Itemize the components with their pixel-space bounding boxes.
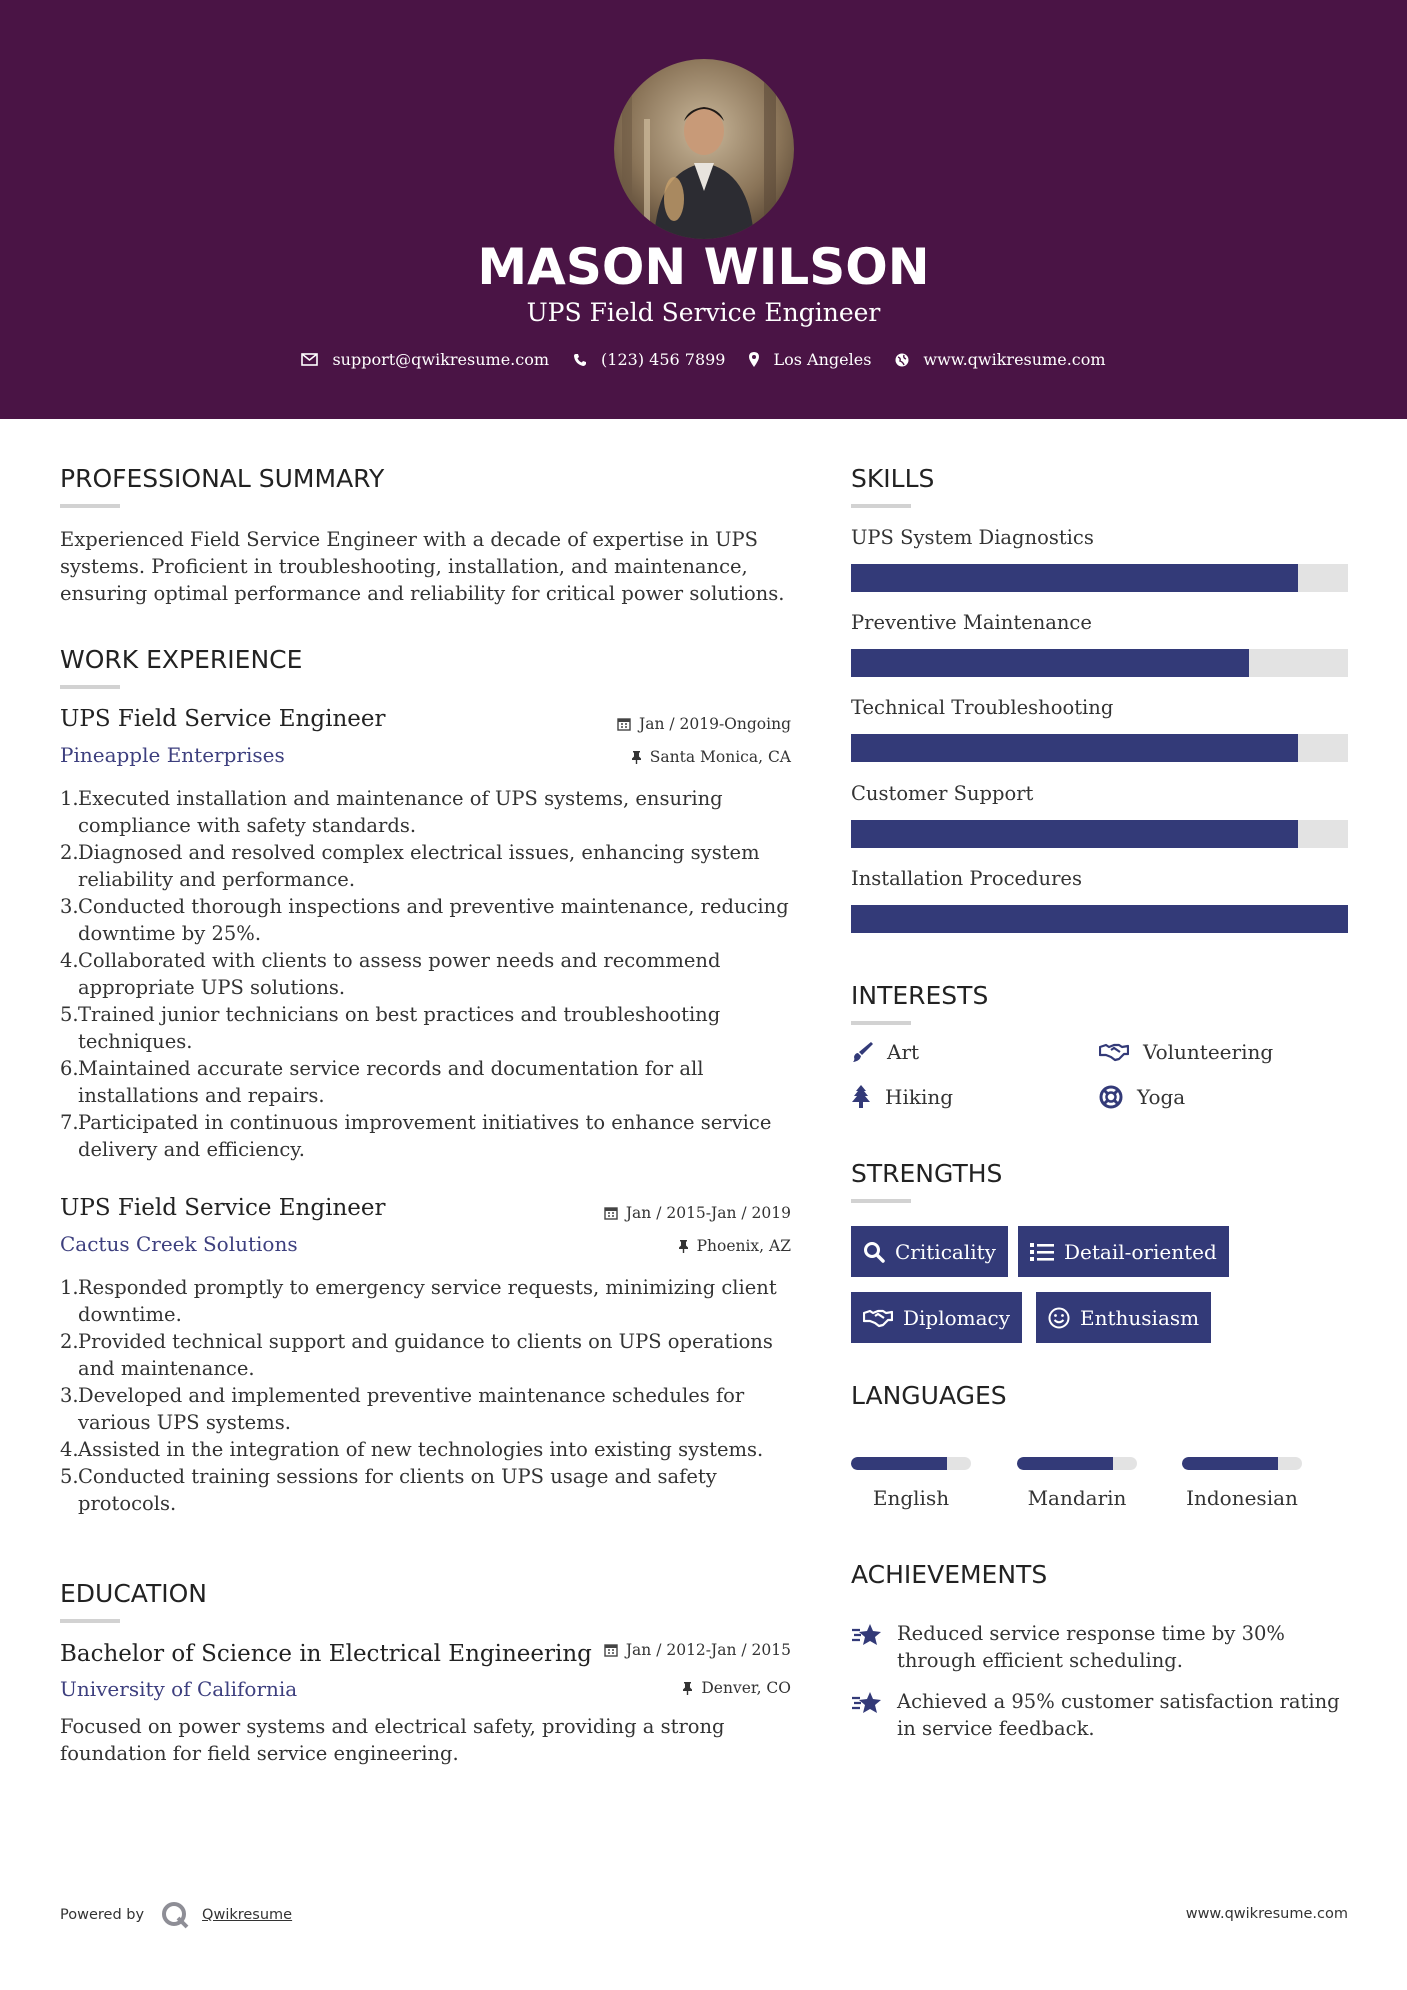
contact-email-text: support@qwikresume.com <box>332 350 550 369</box>
map-marker-icon <box>749 352 759 367</box>
job-dates-text: Jan / 2019-Ongoing <box>638 715 791 733</box>
smile-icon <box>1048 1307 1070 1329</box>
skill-bar <box>851 734 1348 762</box>
skill-label: Preventive Maintenance <box>851 611 1092 634</box>
handshake-icon <box>1099 1042 1129 1062</box>
education-dates-text: Jan / 2012-Jan / 2015 <box>625 1641 791 1659</box>
school-name: University of California <box>60 1677 298 1701</box>
language-label: Mandarin <box>1027 1486 1127 1510</box>
language-label: English <box>872 1486 950 1510</box>
education-heading: EDUCATION <box>60 1579 207 1608</box>
contact-phone[interactable] <box>573 350 725 369</box>
interests-underline <box>851 1021 911 1025</box>
footer-powered-by <box>60 1900 292 1930</box>
profile-photo <box>614 59 794 239</box>
skills-underline <box>851 504 911 508</box>
list-item: 1.Executed installation and maintenance of UPS systems, ensuring compliance with safety standards. <box>60 787 723 837</box>
company-name: Pineapple Enterprises <box>60 743 285 767</box>
experience-heading: WORK EXPERIENCE <box>60 645 303 674</box>
skill-bar <box>851 905 1348 933</box>
achievement-item: Achieved a 95% customer satisfaction rating in service feedback. <box>851 1688 1340 1742</box>
job-title: UPS Field Service Engineer <box>60 1195 386 1221</box>
skill-bar-fill <box>851 820 1298 848</box>
list-item: 4.Collaborated with clients to assess power needs and recommend appropriate UPS solutions. <box>60 949 721 999</box>
interest-yoga: Yoga <box>1099 1085 1185 1109</box>
calendar-icon <box>617 717 631 731</box>
envelope-icon <box>301 353 318 366</box>
contact-website[interactable] <box>895 350 1105 369</box>
job-location-text: Santa Monica, CA <box>649 748 791 766</box>
interests-heading: INTERESTS <box>851 981 989 1010</box>
summary-underline <box>60 504 120 508</box>
lifering-icon <box>1099 1085 1123 1109</box>
education-location-text: Denver, CO <box>701 1679 791 1697</box>
list-item: 5.Trained junior technicians on best practices and troubleshooting techniques. <box>60 1003 721 1053</box>
strength-chip-enthusiasm: Enthusiasm <box>1036 1292 1211 1343</box>
skill-label: Customer Support <box>851 782 1034 805</box>
skill-bar-fill <box>851 564 1298 592</box>
summary-line: ensuring optimal performance and reliability for critical power solutions. <box>60 582 785 605</box>
degree-title: Bachelor of Science in Electrical Engineering <box>60 1641 592 1667</box>
job-location <box>491 1237 791 1255</box>
star-icon <box>851 1622 883 1648</box>
skill-label: Installation Procedures <box>851 867 1082 890</box>
list-item: 3.Developed and implemented preventive maintenance schedules for various UPS systems. <box>60 1384 745 1434</box>
summary-line: Experienced Field Service Engineer with a decade of expertise in UPS <box>60 528 758 551</box>
strength-chip-diplomacy: Diplomacy <box>851 1292 1022 1343</box>
education-line: Focused on power systems and electrical safety, providing a strong <box>60 1715 725 1738</box>
experience-underline <box>60 685 120 689</box>
strength-chip-detail-oriented: Detail-oriented <box>1018 1226 1229 1277</box>
calendar-icon <box>604 1206 618 1220</box>
contact-location-text: Los Angeles <box>773 350 872 369</box>
job-bullets <box>60 785 800 1163</box>
summary-line: systems. Proficient in troubleshooting, installation, and maintenance, <box>60 555 748 578</box>
tree-icon <box>851 1085 871 1109</box>
handshake-icon <box>863 1308 893 1328</box>
search-icon <box>863 1241 885 1263</box>
strengths-underline <box>851 1199 911 1203</box>
list-item: 2.Diagnosed and resolved complex electrical issues, enhancing system reliability and performance. <box>60 841 760 891</box>
powered-by-label: Powered by <box>60 1907 145 1923</box>
skill-bar-fill <box>851 905 1348 933</box>
education-dates <box>491 1641 791 1659</box>
skill-label: UPS System Diagnostics <box>851 526 1094 549</box>
candidate-title: UPS Field Service Engineer <box>526 298 881 327</box>
language-bar <box>851 1457 971 1470</box>
pin-icon <box>631 750 642 764</box>
list-item: 1.Responded promptly to emergency service requests, minimizing client downtime. <box>60 1276 777 1326</box>
candidate-name: MASON WILSON <box>477 238 930 296</box>
job-dates <box>491 1204 791 1222</box>
skill-bar <box>851 649 1348 677</box>
education-underline <box>60 1619 120 1623</box>
footer-website[interactable]: www.qwikresume.com <box>1185 1906 1348 1922</box>
list-item: 2.Provided technical support and guidance to clients on UPS operations and maintenance. <box>60 1330 773 1380</box>
job-dates-text: Jan / 2015-Jan / 2019 <box>625 1204 791 1222</box>
contact-phone-text: (123) 456 7899 <box>601 350 726 369</box>
job-location-text: Phoenix, AZ <box>696 1237 791 1255</box>
achievements-heading: ACHIEVEMENTS <box>851 1560 1048 1589</box>
calendar-icon <box>604 1643 618 1657</box>
skill-label: Technical Troubleshooting <box>851 696 1114 719</box>
contact-email[interactable] <box>301 350 549 369</box>
paintbrush-icon <box>851 1041 873 1063</box>
skill-bar <box>851 564 1348 592</box>
job-location <box>491 748 791 766</box>
summary-text <box>60 526 800 607</box>
achievement-item: Reduced service response time by 30% through efficient scheduling. <box>851 1620 1285 1674</box>
language-bar-fill <box>1182 1457 1278 1470</box>
languages-heading: LANGUAGES <box>851 1381 1007 1410</box>
job-dates <box>491 715 791 733</box>
qwikresume-logo-icon <box>160 1900 190 1930</box>
globe-icon <box>895 353 909 367</box>
list-item: 6.Maintained accurate service records and documentation for all installations and repairs. <box>60 1057 704 1107</box>
phone-icon <box>573 353 587 367</box>
skill-bar-fill <box>851 734 1298 762</box>
language-bar <box>1017 1457 1137 1470</box>
pin-icon <box>682 1681 693 1695</box>
skill-bar-fill <box>851 649 1249 677</box>
job-bullets <box>60 1274 800 1517</box>
list-item: 5.Conducted training sessions for clients on UPS usage and safety protocols. <box>60 1465 717 1515</box>
contact-location <box>749 350 871 369</box>
list-item: 7.Participated in continuous improvement initiatives to enhance service delivery and efficiency. <box>60 1111 772 1161</box>
contact-bar <box>0 350 1407 369</box>
list-item: 4.Assisted in the integration of new technologies into existing systems. <box>60 1438 764 1461</box>
interest-volunteering: Volunteering <box>1099 1040 1273 1064</box>
strengths-heading: STRENGTHS <box>851 1159 1003 1188</box>
education-location <box>491 1679 791 1697</box>
language-bar <box>1182 1457 1302 1470</box>
interest-art: Art <box>851 1040 919 1064</box>
education-description <box>60 1713 800 1767</box>
company-name: Cactus Creek Solutions <box>60 1232 298 1256</box>
summary-heading: PROFESSIONAL SUMMARY <box>60 464 385 493</box>
contact-website-text: www.qwikresume.com <box>923 350 1106 369</box>
list-icon <box>1030 1242 1054 1262</box>
star-icon <box>851 1690 883 1716</box>
list-item: 3.Conducted thorough inspections and preventive maintenance, reducing downtime by 25%. <box>60 895 789 945</box>
language-bar-fill <box>1017 1457 1113 1470</box>
education-line: foundation for field service engineering. <box>60 1742 459 1765</box>
resume-header <box>0 0 1407 419</box>
interest-hiking: Hiking <box>851 1085 953 1109</box>
footer-brand-link[interactable]: Qwikresume <box>202 1907 293 1923</box>
strength-chip-criticality: Criticality <box>851 1226 1008 1277</box>
pin-icon <box>678 1239 689 1253</box>
language-label: Indonesian <box>1186 1486 1298 1510</box>
language-bar-fill <box>851 1457 947 1470</box>
job-title: UPS Field Service Engineer <box>60 706 386 732</box>
skills-heading: SKILLS <box>851 464 935 493</box>
skill-bar <box>851 820 1348 848</box>
